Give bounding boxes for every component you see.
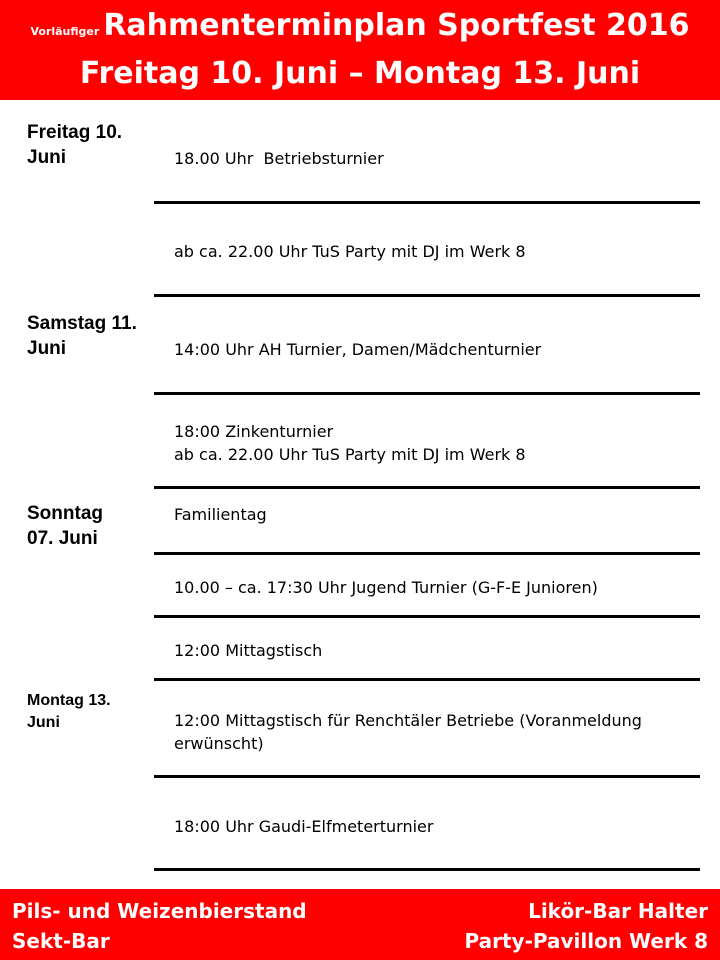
divider [154, 868, 700, 871]
header-banner [0, 0, 720, 100]
schedule-entry: 18:00 Zinkenturnier ab ca. 22.00 Uhr TuS Party mit DJ im Werk 8 [174, 422, 526, 464]
day-label-sunday: Sonntag 07. Juni [27, 503, 103, 549]
divider [154, 678, 700, 681]
divider [154, 486, 700, 489]
footer-stand-likoer: Likör-Bar Halter [528, 899, 708, 923]
schedule-entry: 14:00 Uhr AH Turnier, Damen/Mädchenturnier [174, 340, 542, 359]
schedule-entry: 12:00 Mittagstisch [174, 641, 323, 660]
divider [154, 552, 700, 555]
day-label-saturday: Samstag 11. Juni [27, 313, 137, 359]
footer-stand-sekt: Sekt-Bar [12, 929, 110, 953]
schedule-entry: ab ca. 22.00 Uhr TuS Party mit DJ im Werk 8 [174, 242, 526, 261]
schedule-entry: 12:00 Mittagstisch für Renchtäler Betriebe (Voranmeldung erwünscht) [174, 711, 642, 753]
schedule-entry: 18:00 Uhr Gaudi-Elfmeterturnier [174, 817, 434, 836]
divider [154, 392, 700, 395]
day-label-friday: Freitag 10. Juni [27, 122, 123, 168]
title-main: Rahmenterminplan Sportfest 2016 [103, 8, 690, 43]
divider [154, 201, 700, 204]
schedule-entry: Familientag [174, 505, 267, 524]
day-label-monday: Montag 13. Juni [27, 692, 111, 731]
divider [154, 775, 700, 778]
footer-stand-beer: Pils- und Weizenbierstand [12, 899, 307, 923]
schedule-entry: 18.00 Uhr Betriebsturnier [174, 149, 384, 168]
page-title [0, 6, 720, 52]
footer-left [12, 896, 307, 956]
divider [154, 294, 700, 297]
footer-right [465, 896, 709, 956]
page-subtitle: Freitag 10. Juni – Montag 13. Juni [79, 56, 641, 91]
divider [154, 615, 700, 618]
footer-banner [0, 889, 720, 960]
title-prefix: Vorläufiger [30, 25, 100, 38]
footer-stand-pavillon: Party-Pavillon Werk 8 [464, 929, 708, 953]
schedule-entry: 10.00 – ca. 17:30 Uhr Jugend Turnier (G-F-E Junioren) [174, 578, 598, 597]
